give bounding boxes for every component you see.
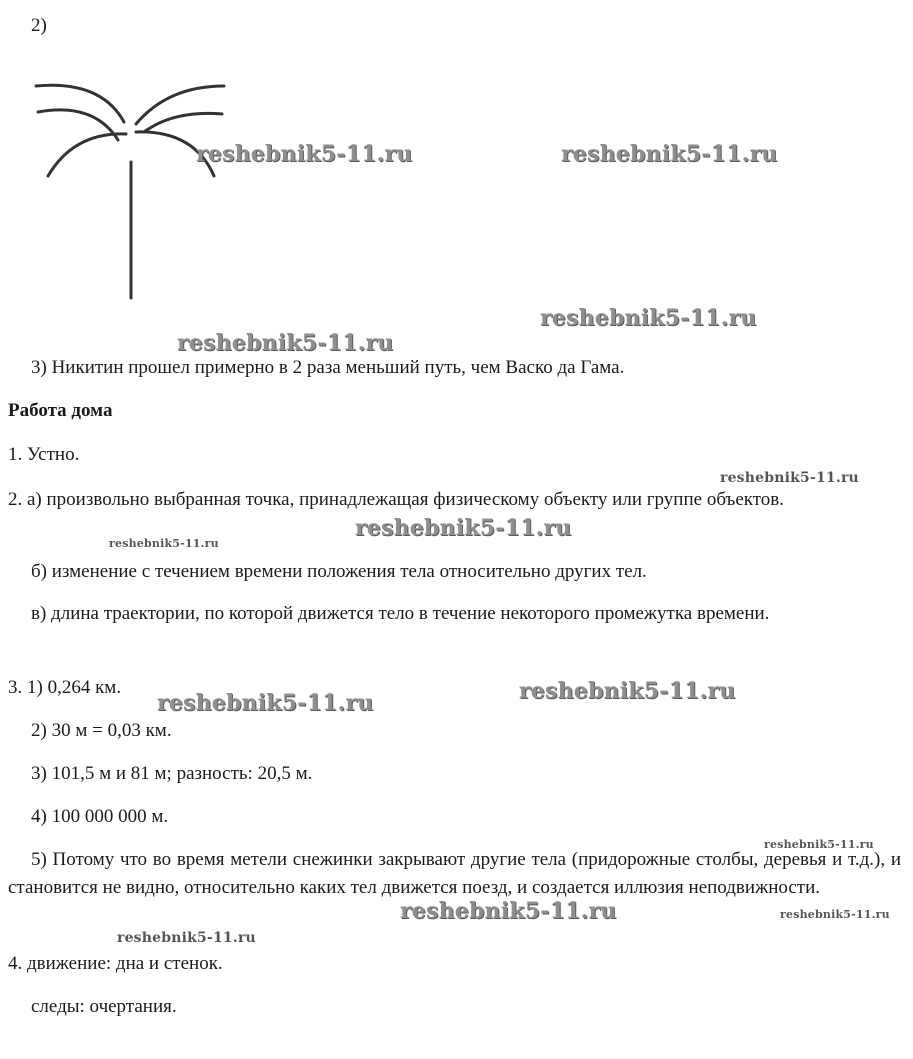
watermark: reshebnik5-11.ru xyxy=(561,141,778,167)
palm-leaf-right-mid xyxy=(144,113,222,132)
watermark: reshebnik5-11.ru xyxy=(780,908,890,921)
answer-3-1: 3. 1) 0,264 км. xyxy=(8,677,122,698)
watermark: reshebnik5-11.ru xyxy=(157,690,374,716)
palm-figure xyxy=(26,70,236,305)
item-2-label: 2) xyxy=(31,15,47,36)
watermark: reshebnik5-11.ru xyxy=(400,898,617,924)
watermark: reshebnik5-11.ru xyxy=(109,537,219,550)
watermark: reshebnik5-11.ru xyxy=(196,141,413,167)
homework-heading: Работа дома xyxy=(8,400,113,421)
answer-2c: в) длина траектории, по которой движется тело в течение некоторого промежутка времени. xyxy=(31,603,770,624)
answer-2a: 2. а) произвольно выбранная точка, принадлежащая физическому объекту или группе объектов. xyxy=(8,489,785,510)
answer-1: 1. Устно. xyxy=(8,444,80,465)
answer-4-a: 4. движение: дна и стенок. xyxy=(8,953,223,974)
watermark: reshebnik5-11.ru xyxy=(177,330,394,356)
item-3-text: 3) Никитин прошел примерно в 2 раза меньший путь, чем Васко да Гама. xyxy=(31,357,625,378)
answer-3-2: 2) 30 м = 0,03 км. xyxy=(31,720,172,741)
answer-4-b: следы: очертания. xyxy=(31,996,177,1017)
watermark: reshebnik5-11.ru xyxy=(764,838,874,851)
answer-2b: б) изменение с течением времени положения тела относительно других тел. xyxy=(31,561,647,582)
palm-leaf-left-low xyxy=(48,134,126,176)
watermark: reshebnik5-11.ru xyxy=(540,305,757,331)
answer-3-5: 5) Потому что во время метели снежинки закрывают другие тела (придорожные столбы, деревья и т.д.), и становится не видно, относительно каких тел движется поезд, и создается иллюзия неподвижности. xyxy=(8,849,901,898)
watermark: reshebnik5-11.ru xyxy=(519,678,736,704)
answer-3-4: 4) 100 000 000 м. xyxy=(31,806,169,827)
palm-leaf-right-top xyxy=(136,86,224,124)
watermark: reshebnik5-11.ru xyxy=(720,470,859,486)
answer-3-3: 3) 101,5 м и 81 м; разность: 20,5 м. xyxy=(31,763,313,784)
watermark: reshebnik5-11.ru xyxy=(117,930,256,946)
palm-leaf-left-top xyxy=(36,85,124,122)
watermark: reshebnik5-11.ru xyxy=(355,515,572,541)
